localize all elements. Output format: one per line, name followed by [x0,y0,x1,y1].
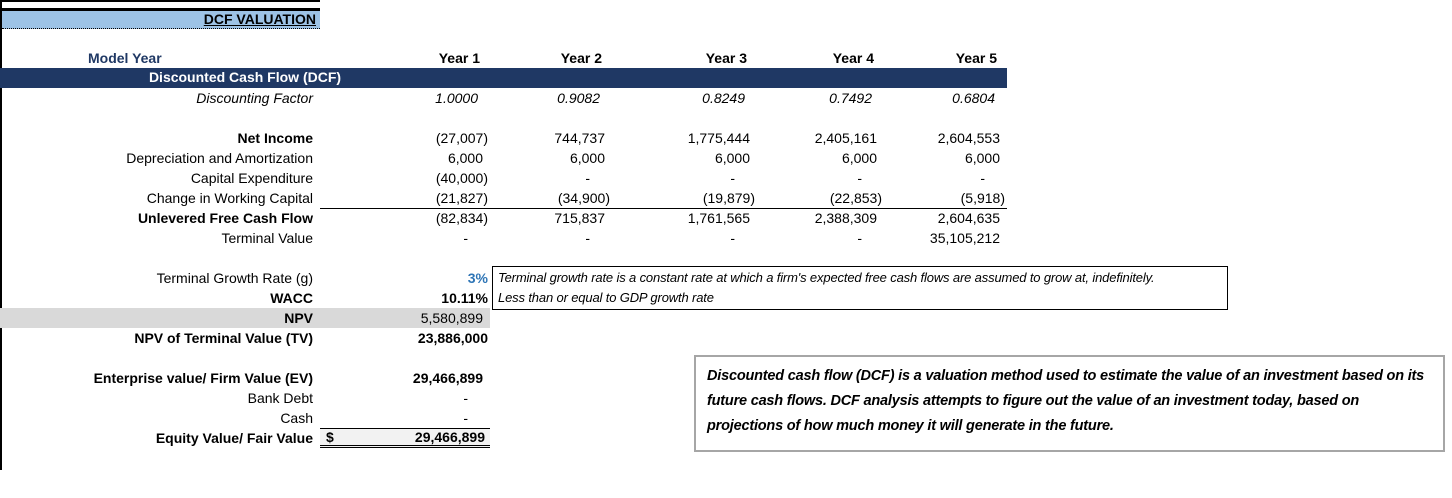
cash-label[interactable]: Cash [280,410,313,426]
value-cell[interactable]: 744,737 [554,130,605,146]
equity-value-cell[interactable] [320,428,490,448]
equity-value-label[interactable]: Equity Value/ Fair Value [155,430,313,446]
value-cell[interactable]: 6,000 [841,150,877,166]
value-cell[interactable]: (5,918) [884,188,1007,209]
row-npv [0,308,1007,328]
value-cell[interactable]: - [585,170,590,186]
value-cell[interactable]: 6,000 [569,150,605,166]
enterprise-value-label[interactable]: Enterprise value/ Firm Value (EV) [93,370,313,386]
value-cell[interactable]: - [463,230,468,246]
capex-label[interactable]: Capital Expenditure [190,170,313,186]
year2-header-cell[interactable]: Year 2 [560,50,602,66]
discounting-factor-label[interactable]: Discounting Factor [196,90,313,106]
year1-header-cell[interactable]: Year 1 [438,50,480,66]
terminal-growth-note-box[interactable] [492,266,1228,310]
value-cell[interactable]: 715,837 [554,210,605,226]
terminal-value-label[interactable]: Terminal Value [221,230,313,246]
row-npv-terminal-value [0,328,1007,348]
value-cell[interactable]: - [980,170,985,186]
value-cell[interactable]: - [730,170,735,186]
unlevered-fcf-label[interactable]: Unlevered Free Cash Flow [137,210,313,226]
equity-value-amount: 29,466,899 [414,429,485,445]
value-cell[interactable]: (82,834) [435,210,488,226]
value-cell[interactable]: - [857,230,862,246]
row-terminal-value [0,228,1007,248]
value-cell[interactable]: 1,775,444 [687,130,750,146]
terminal-growth-note-line2: Less than or equal to GDP growth rate [498,290,714,305]
terminal-growth-rate-label[interactable]: Terminal Growth Rate (g) [156,270,313,286]
working-capital-label[interactable]: Change in Working Capital [146,190,313,206]
value-cell[interactable]: 2,405,161 [814,130,877,146]
currency-symbol: $ [326,429,334,445]
value-cell[interactable]: (27,007) [435,130,488,146]
section-header-label: Discounted Cash Flow (DCF) [148,69,342,85]
npv-label[interactable]: NPV [0,308,320,328]
npv-tv-label[interactable]: NPV of Terminal Value (TV) [134,330,313,346]
model-year-header-cell[interactable]: Model Year [88,50,162,66]
value-cell[interactable]: - [585,230,590,246]
value-cell[interactable]: 2,604,553 [937,130,1000,146]
value-cell[interactable]: 6,000 [447,150,483,166]
net-income-label[interactable]: Net Income [237,130,313,146]
bank-debt-value-cell[interactable]: - [463,390,468,406]
value-cell[interactable]: (22,853) [757,188,884,209]
print-area-bottom-border [0,0,320,2]
row-unlevered-fcf [0,208,1007,228]
value-cell[interactable]: 6,000 [714,150,750,166]
table-header-row [0,48,1007,68]
npv-value-cell[interactable]: 5,580,899 [320,308,490,328]
value-cell[interactable]: 0.8249 [702,90,745,106]
value-cell[interactable]: (19,879) [612,188,757,209]
value-cell[interactable]: 35,105,212 [929,230,1000,246]
terminal-growth-rate-input-cell[interactable]: 3% [467,270,488,286]
empty-row [0,108,1007,128]
enterprise-value-cell[interactable]: 29,466,899 [412,370,483,386]
value-cell[interactable]: 0.7492 [829,90,872,106]
value-cell[interactable]: 6,000 [964,150,1000,166]
value-cell[interactable]: 1.0000 [435,90,478,106]
value-cell[interactable]: 0.9082 [557,90,600,106]
value-cell[interactable]: 1,761,565 [687,210,750,226]
section-header-dcf[interactable] [0,68,1007,88]
row-change-working-capital [0,188,1007,208]
value-cell[interactable]: - [857,170,862,186]
value-cell[interactable]: (40,000) [435,170,488,186]
value-cell[interactable]: - [730,230,735,246]
value-cell[interactable]: 0.6804 [952,90,995,106]
year5-header-cell[interactable]: Year 5 [955,50,997,66]
bank-debt-label[interactable]: Bank Debt [247,390,313,406]
value-cell[interactable]: 2,388,309 [814,210,877,226]
cash-value-cell[interactable]: - [463,410,468,426]
dcf-definition-text: Discounted cash flow (DCF) is a valuation method used to estimate the value of an investment based on its future cash flows. DCF analysis attempts to figure out the value of an investment today, based on projections of how much money it will generate in the future. [707,368,1425,434]
dcf-definition-note-box[interactable] [694,355,1445,452]
wacc-label[interactable]: WACC [270,290,313,306]
npv-tv-value-cell[interactable]: 23,886,000 [417,330,488,346]
value-cell[interactable]: 2,604,635 [937,210,1000,226]
row-depreciation-amortization [0,148,1007,168]
wacc-value-cell[interactable]: 10.11% [441,290,488,306]
year4-header-cell[interactable]: Year 4 [832,50,874,66]
row-discounting-factor [0,88,1007,108]
depreciation-label[interactable]: Depreciation and Amortization [126,150,313,166]
dcf-valuation-title-cell[interactable] [2,8,320,29]
value-cell[interactable]: (21,827) [320,188,490,209]
row-net-income [0,128,1007,148]
terminal-growth-note-line1: Terminal growth rate is a constant rate at which a firm's expected free cash flows are assumed to grow at, indefinitely. [498,270,1155,285]
empty-row [0,248,1007,268]
row-capital-expenditure [0,168,1007,188]
value-cell[interactable]: (34,900) [490,188,612,209]
year3-header-cell[interactable]: Year 3 [705,50,747,66]
dcf-valuation-title: DCF VALUATION [203,11,316,27]
